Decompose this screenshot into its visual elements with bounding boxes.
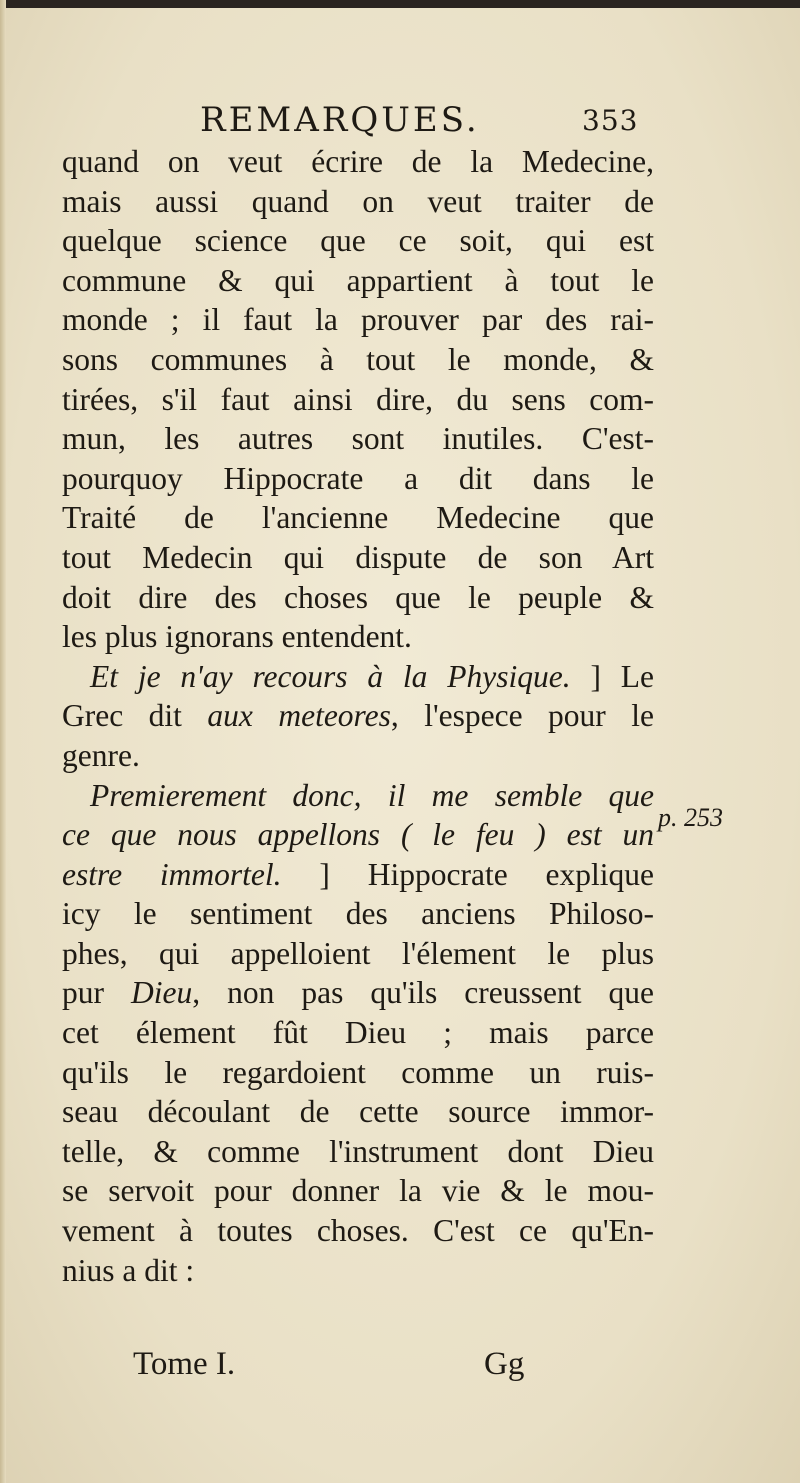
lemma-line bbox=[62, 657, 654, 697]
text-line: quand on veut écrire de la Medecine, bbox=[62, 144, 654, 179]
text-line: commune & qui appartient à tout le bbox=[62, 262, 654, 298]
italic-span: estre immortel. bbox=[62, 856, 282, 892]
text-line bbox=[62, 855, 654, 895]
italic-span: Dieu bbox=[131, 975, 193, 1011]
text-line: vement à toutes choses. C'est ce qu'En- bbox=[62, 1213, 654, 1249]
running-head-title: REMARQUES. bbox=[200, 100, 480, 140]
lemma-italic: Et je n'ay recours à la Physique. bbox=[90, 658, 571, 694]
text-line: telle, & comme l'instrument dont Dieu bbox=[62, 1133, 654, 1169]
running-head bbox=[0, 100, 800, 140]
text-line: monde ; il faut la prouver par des rai- bbox=[62, 302, 654, 338]
text-line: qu'ils le regardoient comme un ruis- bbox=[62, 1054, 654, 1090]
text-line: pourquoy Hippocrate a dit dans le bbox=[62, 460, 654, 496]
text-line: phes, qui appelloient l'élement le plus bbox=[62, 935, 654, 971]
text-line: Traité de l'ancienne Medecine que bbox=[62, 500, 654, 536]
body-text bbox=[62, 142, 654, 1290]
text-line: nius a dit : bbox=[62, 1252, 195, 1288]
text-line: icy le sentiment des anciens Philoso- bbox=[62, 896, 654, 932]
text-line: se servoit pour donner la vie & le mou- bbox=[62, 1173, 654, 1209]
signature-mark: Gg bbox=[484, 1346, 525, 1382]
text-span: pur bbox=[62, 975, 131, 1011]
text-line: doit dire des choses que le peuple & bbox=[62, 579, 654, 615]
text-line: quelque science que ce soit, qui est bbox=[62, 223, 654, 259]
text-line: tout Medecin qui dispute de son Art bbox=[62, 539, 654, 575]
text-span: , non pas qu'ils creussent que bbox=[192, 975, 654, 1011]
text-line: sons communes à tout le monde, & bbox=[62, 341, 654, 377]
text-line bbox=[62, 973, 654, 1013]
lemma-line: ce que nous appellons ( le feu ) est un bbox=[62, 817, 654, 853]
margin-note: p. 253 bbox=[658, 803, 723, 832]
italic-span: aux meteores bbox=[207, 698, 391, 734]
lemma-line: Premierement donc, il me semble que bbox=[90, 777, 654, 813]
page-gutter bbox=[0, 0, 6, 1483]
text-span: , l'espece pour le bbox=[390, 698, 654, 734]
text-line: tirées, s'il faut ainsi dire, du sens com- bbox=[62, 381, 654, 417]
text-span: ] Hippocrate explique bbox=[281, 856, 655, 892]
page-number: 353 bbox=[582, 104, 639, 137]
text-line: genre. bbox=[62, 737, 140, 773]
page-top-edge bbox=[0, 0, 800, 8]
lemma-rest: ] Le bbox=[570, 658, 654, 694]
text-span: Grec dit bbox=[62, 698, 208, 734]
text-line: les plus ignorans entendent. bbox=[62, 619, 412, 655]
text-line: seau découlant de cette source immor- bbox=[62, 1094, 654, 1130]
volume-label: Tome I. bbox=[133, 1346, 236, 1382]
text-line: mun, les autres sont inutiles. C'est- bbox=[62, 421, 654, 457]
page-footer bbox=[0, 1346, 800, 1386]
text-line: mais aussi quand on veut traiter de bbox=[62, 183, 654, 219]
text-line: cet élement fût Dieu ; mais parce bbox=[62, 1015, 654, 1051]
text-line bbox=[62, 696, 654, 736]
